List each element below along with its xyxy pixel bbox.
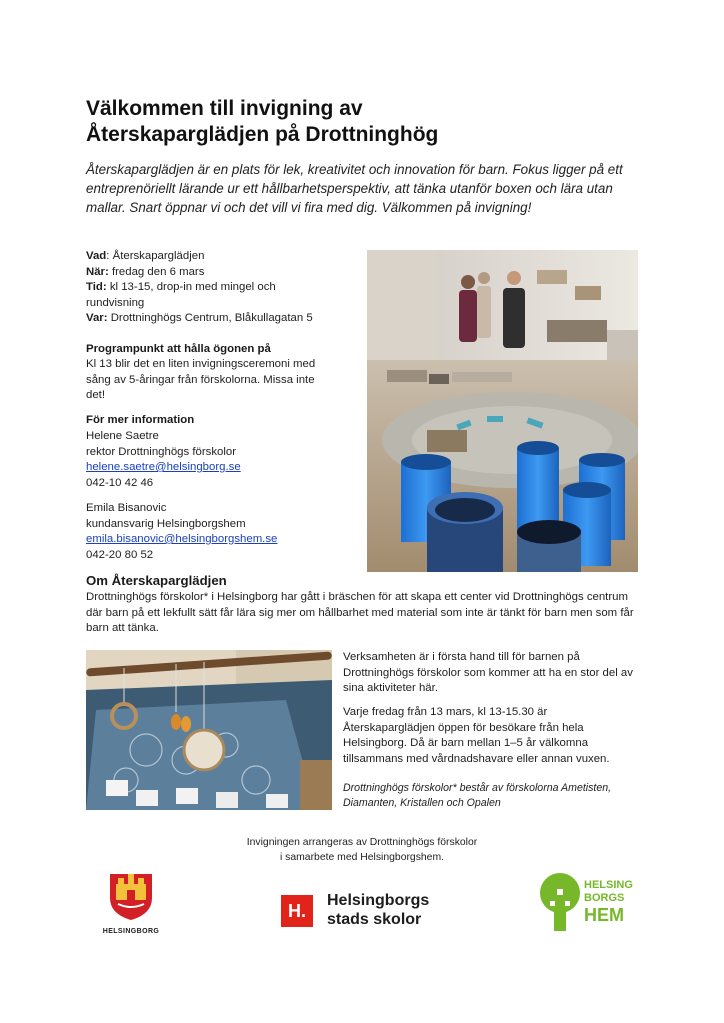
contact-2-email-link[interactable]: emila.bisanovic@helsingborgshem.se (86, 533, 278, 545)
program-text: Kl 13 blir det en liten invigningsceremoni med sång av 5-åringar från förskolorna. Missa inte det! (86, 358, 316, 401)
contact-2-phone: 042-20 80 52 (86, 548, 154, 561)
tree-icon (538, 873, 582, 931)
contact-1-phone: 042-10 42 46 (86, 476, 154, 489)
contact-1-name: Helene Saetre (86, 430, 159, 442)
footer-credits (170, 835, 554, 865)
contact-2 (86, 501, 358, 563)
detail-nar: När: fredag den 6 mars (86, 265, 205, 278)
skolor-mark-icon: H. (281, 895, 313, 927)
info-heading: För mer information (86, 414, 195, 426)
event-details (86, 249, 358, 327)
intro-paragraph: Återskaparglädjen är en plats för lek, kreativitet och innovation för barn. Fokus ligger på ett entreprenöriellt lärande ur ett hållbarhetsperspektiv, att tänka utanför boxen och lära utan mallar. Snart öppnar vi och det vill vi fira med dig. Välkommen på invigning! (86, 162, 623, 215)
helsingborgshem-logo (538, 873, 638, 933)
contact-1-email-link[interactable]: helene.saetre@helsingborg.se (86, 461, 241, 473)
contact-1 (86, 429, 358, 491)
photo-room-illustration (367, 250, 638, 572)
program-heading: Programpunkt att hålla ögonen på (86, 343, 271, 355)
contact-2-role: kundansvarig Helsingborgshem (86, 517, 246, 530)
photo-hanging-objects (86, 650, 332, 810)
detail-tid: Tid: kl 13-15, drop-in med mingel och rundvisning (86, 281, 276, 309)
helsingborg-logo-text: HELSINGBORG (102, 928, 160, 935)
about-paragraph-1: Drottninghögs förskolor* i Helsingborg har gått i bräschen för att skapa ett center vid Drottninghögs centrum där barn på ett lekfullt sätt får lära sig mer om hållbarhet med material som inte är tänkt för barn men som får barn att tänka. (86, 591, 634, 634)
footer-line-2: i samarbete med Helsingborgshem. (279, 852, 445, 863)
hem-logo-text: HELSING BORGS HEM (584, 879, 633, 925)
about-heading: Om Återskaparglädjen (86, 573, 227, 588)
stads-skolor-logo (281, 889, 451, 931)
title-line-2: Återskaparglädjen på Drottninghög (86, 123, 439, 146)
title-line-1: Välkommen till invigning av (86, 97, 363, 120)
about-paragraph-2: Verksamheten är i första hand till för barnen på Drottninghögs förskolor som kommer att ha en stor del av sina aktiviteter här. (343, 651, 633, 694)
contact-2-name: Emila Bisanovic (86, 502, 167, 514)
footer-line-1: Invigningen arrangeras av Drottninghögs förskolor (246, 837, 478, 848)
about-footnote: Drottninghögs förskolor* består av förskolorna Ametisten, Diamanten, Kristallen och Opalen (343, 782, 612, 809)
skolor-logo-text: Helsingborgs stads skolor (327, 892, 430, 928)
photo-hanging-illustration (86, 650, 332, 810)
crest-icon (96, 868, 166, 920)
photo-room-blue-pipes (367, 250, 638, 572)
contact-1-role: rektor Drottninghögs förskolor (86, 445, 237, 458)
helsingborg-city-logo (96, 868, 166, 934)
detail-vad: Vad: Återskaparglädjen (86, 250, 205, 262)
detail-var: Var: Drottninghögs Centrum, Blåkullagatan 5 (86, 312, 313, 324)
about-paragraph-3: Varje fredag från 13 mars, kl 13-15.30 är Återskaparglädjen öppen för besökare från hela Helsingborg. Då är barn mellan 1–5 år välkomna tillsammans med vårdnadshavare eller annan vuxen. (343, 706, 610, 765)
page-title (86, 96, 646, 148)
